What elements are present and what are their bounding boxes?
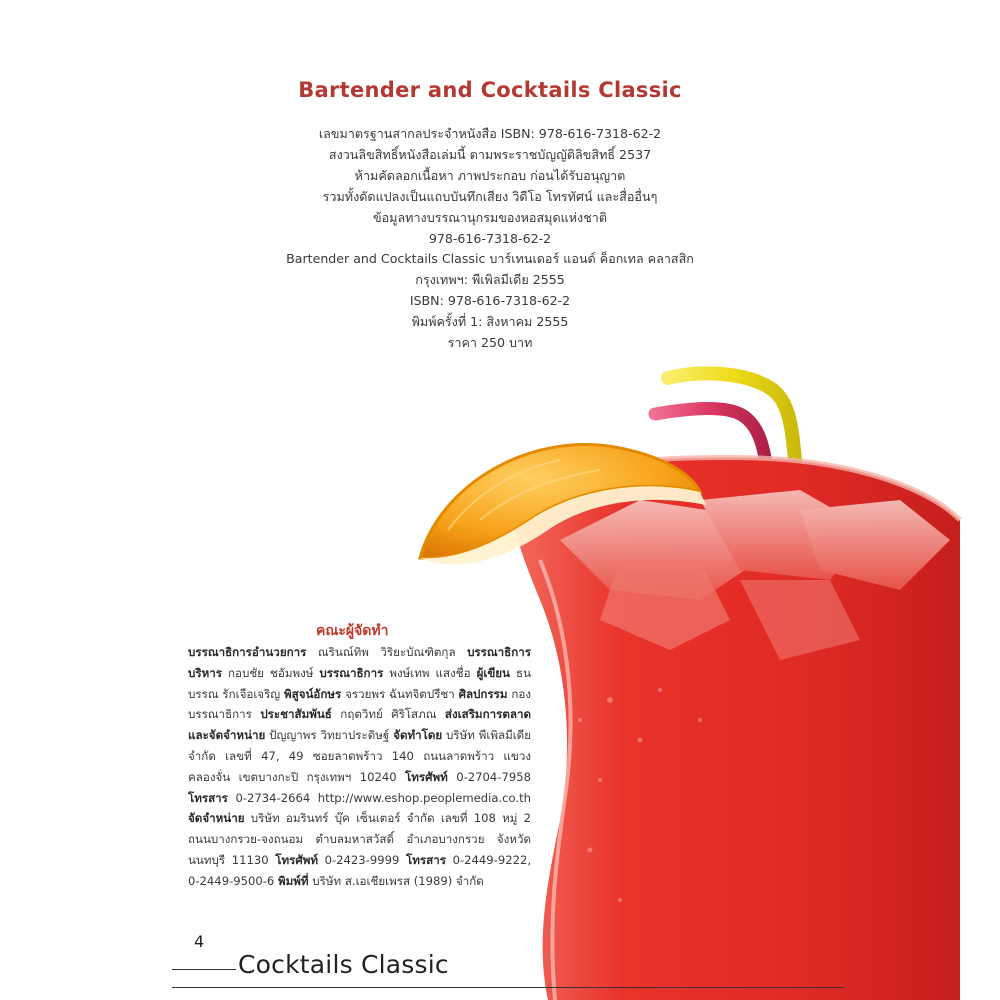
- copyright-line: เลขมาตรฐานสากลประจำหนังสือ ISBN: 978-616-7318-62-2: [318, 126, 662, 141]
- credit-text: 0-2704-7958: [447, 769, 531, 784]
- credit-text: 0-2449-9222, 0-2449-9500-6: [188, 852, 532, 888]
- credit-text: กองบรรณาธิการ: [188, 686, 531, 722]
- credit-role: ศิลปกรรม: [458, 686, 508, 701]
- copyright-line: รวมทั้งดัดแปลงเป็นแถบบันทึกเสียง วิดีโอ โทรทัศน์ และสื่ออื่นๆ: [322, 188, 658, 204]
- credit-role: บรรณาธิการ: [319, 665, 384, 680]
- credits-heading: คณะผู้จัดทำ: [316, 623, 389, 639]
- credit-text: บริษัท ส.เอเชียเพรส (1989) จำกัด: [308, 873, 484, 888]
- credit-text: ธนบรรณ รักเจือเจริญ: [188, 665, 531, 701]
- copyright-block: [0, 124, 980, 354]
- credit-role: บรรณาธิการบริหาร: [188, 645, 531, 680]
- credits-paragraph: [188, 642, 531, 892]
- copyright-line: พิมพ์ครั้งที่ 1: สิงหาคม 2555: [411, 314, 569, 330]
- copyright-line: ข้อมูลทางบรรณานุกรมของหอสมุดแห่งชาติ: [372, 209, 607, 225]
- copyright-line: ห้ามคัดลอกเนื้อหา ภาพประกอบ ก่อนได้รับอนุญาต: [354, 167, 626, 183]
- credit-role: ประชาสัมพันธ์: [260, 707, 332, 722]
- credit-text: บริษัท พีเพิลมีเดีย จำกัด เลขที่ 47, 49 ซอยลาดพร้าว 140 ถนนลาดพร้าว แขวงคลองจั่น เขตบางกะปิ กรุงเทพฯ 10240: [188, 728, 532, 784]
- copyright-line: Bartender and Cocktails Classic บาร์เทนเดอร์ แอนด์ ค็อกเทล คลาสสิก: [286, 251, 694, 267]
- credit-text: กอบชัย ชอัมพงษ์: [221, 665, 320, 680]
- page-number: 4: [194, 932, 205, 951]
- credit-text: กฤตวิทย์ ศิริโสภณ: [331, 707, 445, 722]
- credit-text: ปัญญาพร วิทยาประดิษฐ์: [265, 728, 394, 743]
- credit-text: 0-2423-9999: [317, 852, 407, 867]
- credit-role: โทรสาร: [188, 790, 228, 805]
- book-title: Bartender and Cocktails Classic: [298, 78, 682, 102]
- copyright-line: ISBN: 978-616-7318-62-2: [409, 293, 571, 309]
- credit-role: ผู้เขียน: [476, 665, 510, 680]
- credit-role: พิมพ์ที่: [278, 873, 309, 888]
- credit-role: พิสูจน์อักษร: [283, 686, 342, 701]
- copyright-line: 978-616-7318-62-2: [428, 230, 552, 246]
- credit-text: 0-2734-2664 http://www.eshop.peoplemedia.co.th: [227, 790, 531, 805]
- credit-role: โทรสาร: [406, 852, 446, 867]
- copyright-line: ราคา 250 บาท: [447, 335, 533, 351]
- credit-text: บริษัท อมรินทร์ บุ๊ค เซ็นเตอร์ จำกัด เลขที่ 108 หมู่ 2 ถนนบางกรวย-จงถนอม ตำบลมหาสวัสดิ์ อำเภอบางกรวย จังหวัดนนทบุรี 11130: [188, 811, 531, 867]
- credit-role: โทรศัพท์: [405, 769, 448, 784]
- credit-text: พงษ์เทพ แสงชื่อ: [383, 665, 477, 680]
- copyright-line: กรุงเทพฯ: พีเพิลมีเดีย 2555: [415, 272, 565, 288]
- credit-text: จรวยพร ฉันทจิตปรีชา: [341, 686, 459, 701]
- credit-role: โทรศัพท์: [275, 852, 318, 867]
- copyright-line: สงวนลิขสิทธิ์หนังสือเล่มนี้ ตามพระราชบัญญัติลิขสิทธิ์ 2537: [328, 146, 652, 162]
- footer-title: Cocktails Classic: [238, 950, 449, 979]
- credit-role: ส่งเสริมการตลาดและจัดจำหน่าย: [188, 707, 531, 743]
- credit-role: จัดจำหน่าย: [188, 811, 245, 826]
- credit-role: บรรณาธิการอำนวยการ: [188, 645, 307, 659]
- credit-text: ณรินณ์ทิพ วิริยะบัณฑิตกุล: [306, 645, 468, 659]
- credit-role: จัดทำโดย: [393, 728, 443, 743]
- footer-rule: [172, 969, 236, 970]
- footer-bottom-rule: [172, 987, 844, 988]
